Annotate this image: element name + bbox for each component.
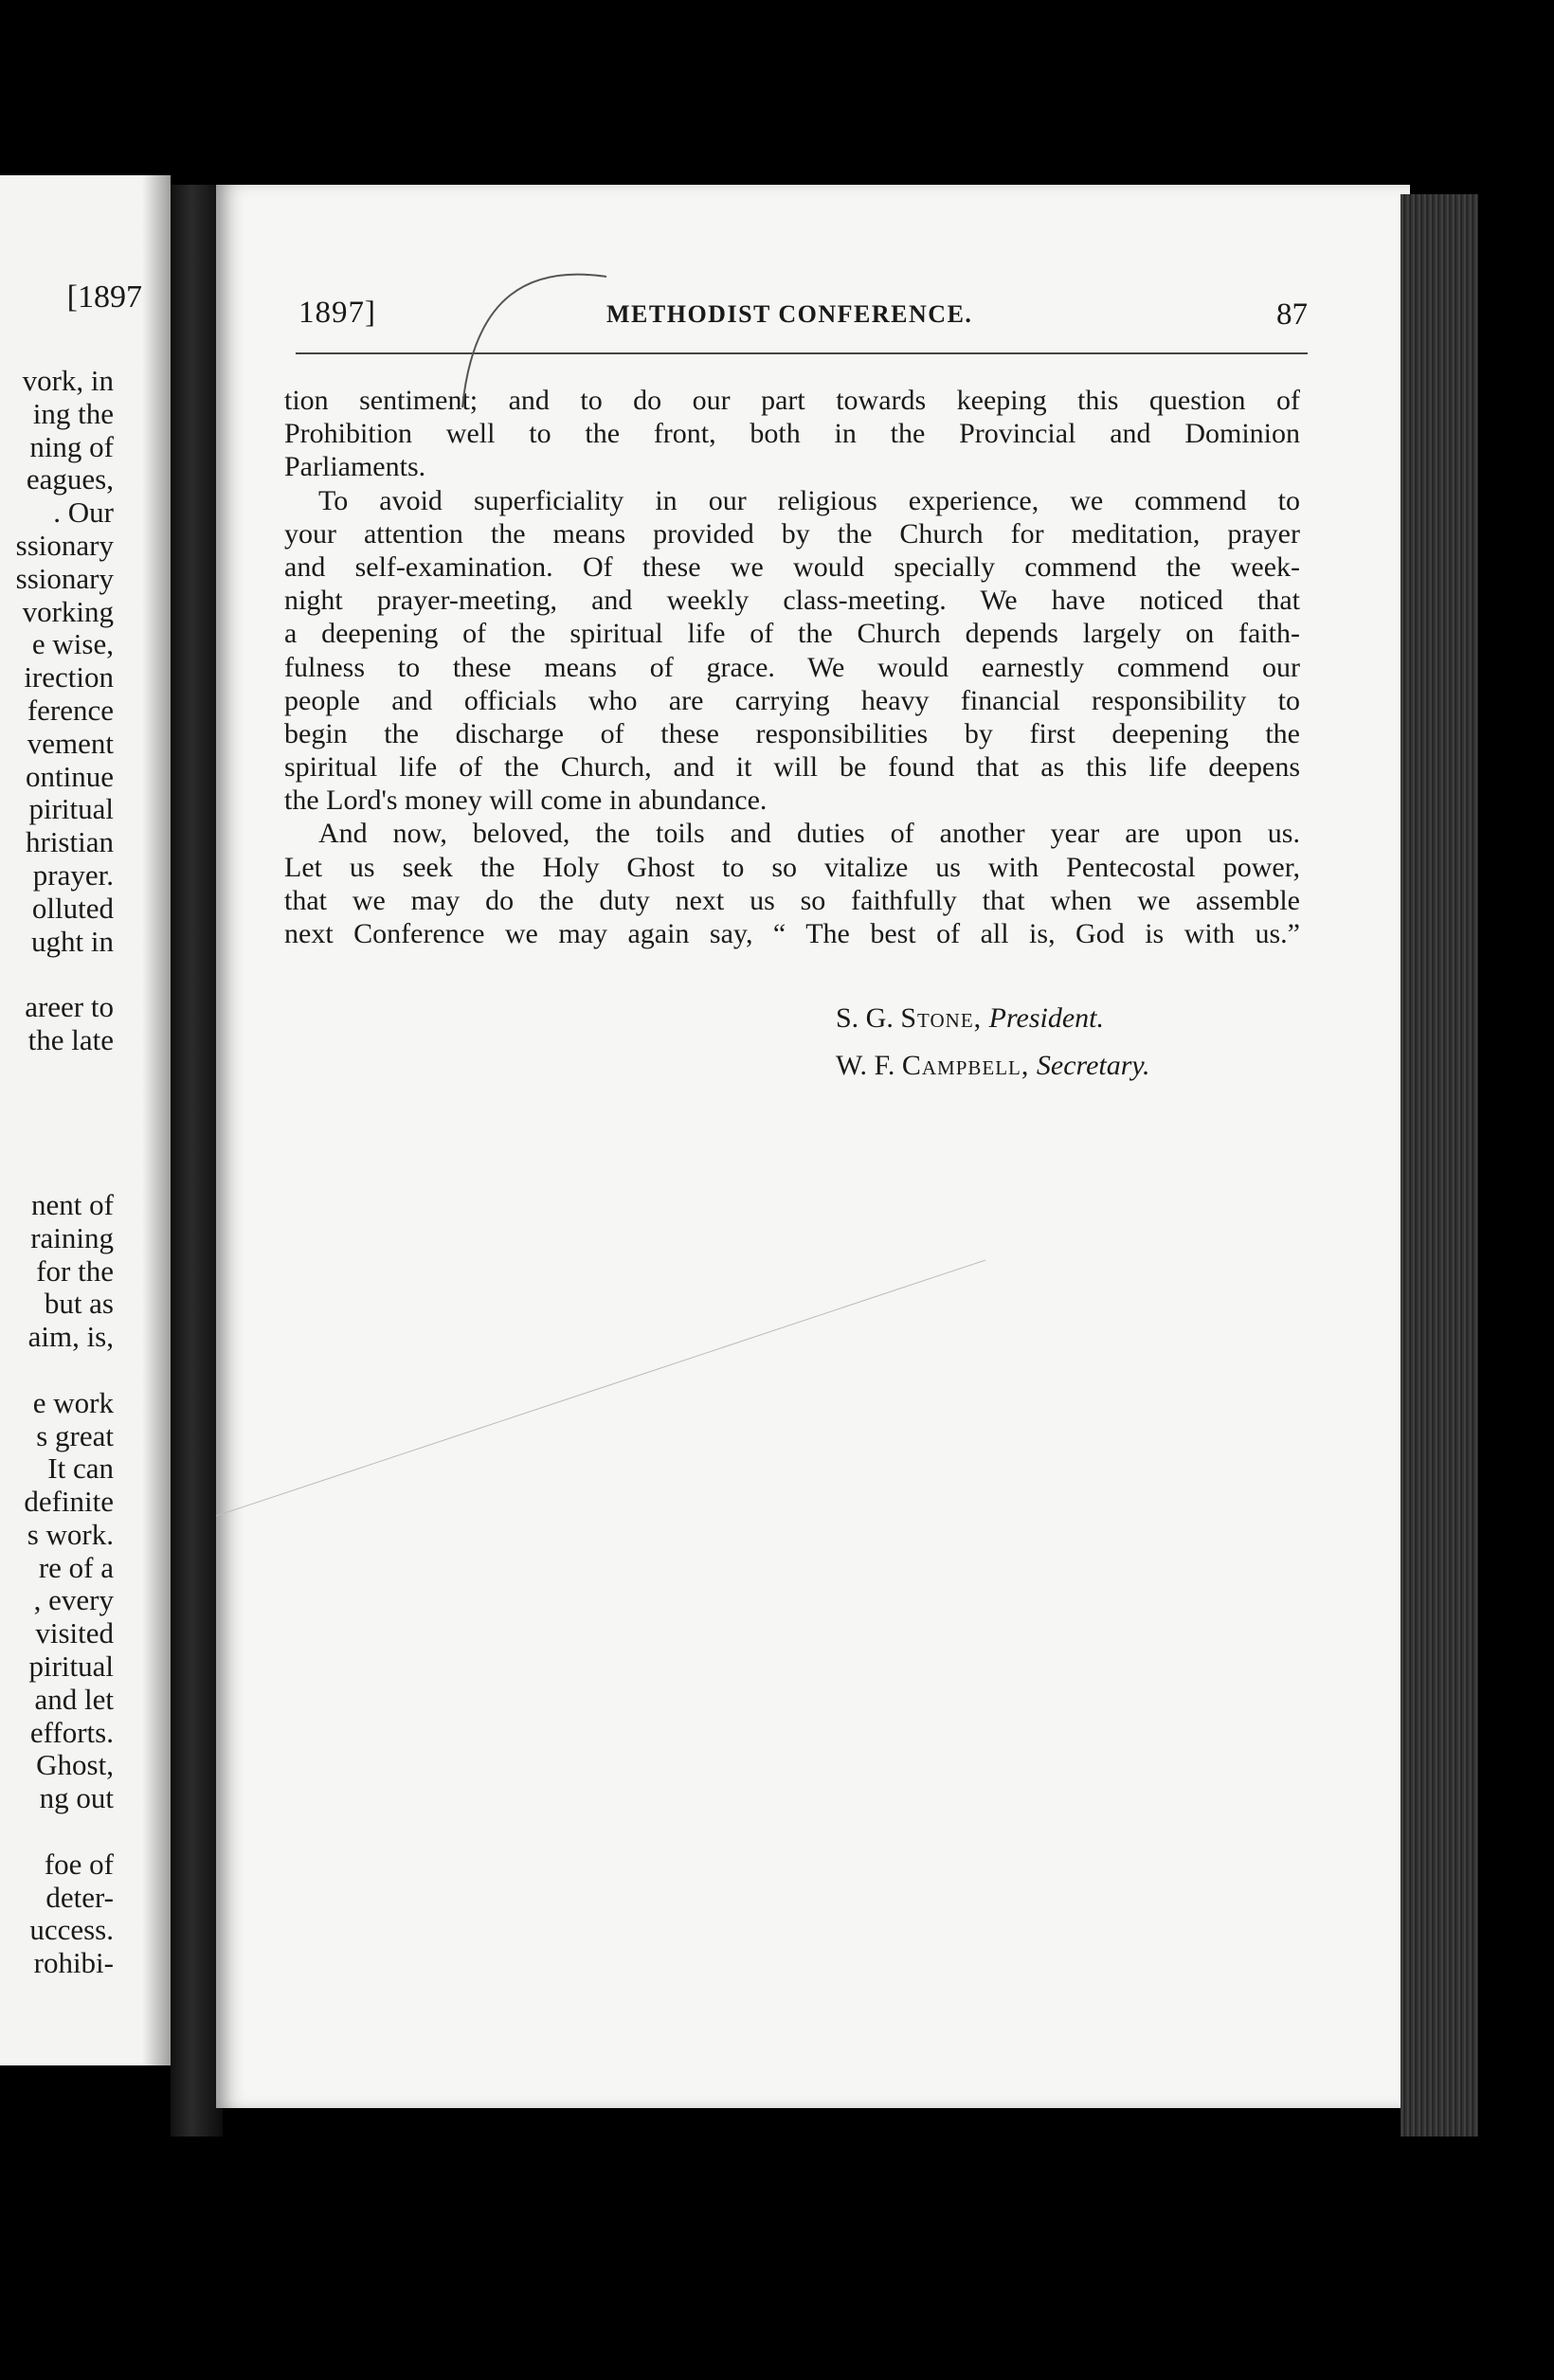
gutter-shadow	[142, 175, 171, 2065]
previous-page-line: e work	[32, 1385, 114, 1419]
previous-page-line: piritual	[28, 1650, 114, 1684]
previous-page-line: vorking	[22, 594, 114, 628]
body-line: And now, beloved, the toils and duties of another year are upon us.	[318, 818, 1300, 850]
previous-page-line	[16, 1815, 114, 1848]
body-line: tion sentiment; and to do our part towards keeping this question of	[284, 385, 1300, 416]
previous-page-header: [1897	[66, 279, 142, 315]
body-line: fulness to these means of grace. We would earnestly commend our	[284, 651, 1300, 683]
previous-page-text	[16, 365, 114, 1980]
body-line: a deepening of the spiritual life of the Church depends largely on faith-	[284, 618, 1300, 650]
previous-page-line: . Our	[53, 496, 114, 530]
previous-page-line: raining	[30, 1220, 114, 1254]
signature-name: Stone,	[900, 1002, 983, 1034]
body-line: your attention the means provided by the Church for meditation, prayer	[284, 517, 1300, 550]
previous-page-line: Ghost,	[36, 1748, 114, 1782]
header-rule	[296, 352, 1308, 354]
previous-page-line: irection	[24, 660, 114, 694]
previous-page-line	[16, 1123, 114, 1156]
running-head	[298, 296, 1308, 337]
previous-page-line: It can	[47, 1451, 114, 1486]
previous-page-line: olluted	[31, 891, 114, 925]
body-line: begin the discharge of these responsibilities by first deepening the	[284, 717, 1300, 749]
signature-initials: W. F.	[836, 1050, 895, 1081]
previous-page-line	[16, 1156, 114, 1189]
previous-page-line: visited	[35, 1616, 114, 1650]
previous-page-line	[16, 1354, 114, 1387]
running-head-title: METHODIST CONFERENCE.	[606, 300, 973, 328]
previous-page-line: re of a	[38, 1550, 114, 1584]
previous-page-line: and let	[34, 1682, 114, 1716]
previous-page-line: deter-	[45, 1880, 114, 1914]
previous-page-line: hristian	[26, 825, 114, 859]
signature-secretary	[836, 1042, 1150, 1090]
previous-page-line	[16, 1057, 114, 1091]
previous-page-line: aim, is,	[27, 1320, 114, 1354]
previous-page-line: , every	[33, 1583, 114, 1617]
previous-page-line: vork, in	[22, 364, 114, 397]
previous-page-line: piritual	[28, 792, 114, 826]
previous-page-line: efforts.	[29, 1715, 114, 1749]
previous-page-line: ught in	[31, 924, 114, 958]
body-line: the Lord's money will come in abundance.	[284, 784, 768, 817]
body-line: and self-examination. Of these we would specially commend the week-	[284, 550, 1300, 583]
previous-page-line: s great	[36, 1418, 114, 1452]
previous-page-line	[16, 1091, 114, 1124]
previous-page-line: nent of	[31, 1187, 114, 1221]
previous-page-line: ssionary	[15, 561, 114, 595]
previous-page-line: e wise,	[31, 627, 114, 661]
body-line: people and officials who are carrying heavy financial responsibility to	[284, 684, 1300, 716]
signature-initials: S. G.	[836, 1002, 894, 1034]
previous-page-line: ontinue	[26, 759, 114, 793]
previous-page-line: uccess.	[29, 1913, 114, 1947]
page-edges	[1400, 194, 1478, 2137]
body-line: spiritual life of the Church, and it will be found that as this life deepens	[284, 751, 1300, 784]
body-line: that we may do the duty next us so faithfully that when we assemble	[284, 884, 1300, 916]
body-line: Prohibition well to the front, both in the Provincial and Dominion	[284, 418, 1300, 450]
previous-page-line: areer to	[25, 990, 114, 1024]
body-line: Let us seek the Holy Ghost to so vitalize us with Pentecostal power,	[284, 851, 1300, 883]
signature-role: President.	[988, 1002, 1105, 1034]
previous-page-line: s work.	[27, 1517, 114, 1551]
book-binding	[171, 185, 223, 2137]
body-line: To avoid superficiality in our religious experience, we commend to	[318, 484, 1300, 516]
previous-page-line: prayer.	[32, 857, 114, 892]
signature-role: Secretary.	[1036, 1050, 1150, 1081]
previous-page-line: ing the	[32, 396, 114, 430]
previous-page-line: but as	[44, 1287, 114, 1321]
previous-page-line: ng out	[39, 1781, 114, 1815]
previous-page-line: ning of	[29, 429, 114, 463]
previous-page-line: ference	[27, 693, 114, 727]
previous-page-line: vement	[27, 726, 114, 760]
signature-name: Campbell,	[901, 1050, 1030, 1081]
previous-page-line	[16, 958, 114, 991]
running-head-year: 1897]	[298, 296, 376, 330]
page-number: 87	[1276, 298, 1308, 332]
body-text	[284, 384, 1300, 950]
previous-page-line: for the	[36, 1253, 114, 1288]
previous-page-line: eagues,	[26, 462, 114, 496]
previous-page-line: the late	[27, 1022, 114, 1056]
previous-page-line: ssionary	[15, 528, 114, 562]
body-line: next Conference we may again say, “ The best of all is, God is with us.”	[284, 918, 1300, 949]
body-line: Parliaments.	[284, 451, 426, 483]
previous-page-line: foe of	[44, 1847, 114, 1881]
previous-page-line: rohibi-	[33, 1946, 114, 1980]
signature-block	[836, 995, 1150, 1090]
previous-page-line: definite	[24, 1485, 114, 1519]
body-line: night prayer-meeting, and weekly class-meeting. We have noticed that	[284, 585, 1300, 617]
signature-president	[836, 995, 1150, 1042]
